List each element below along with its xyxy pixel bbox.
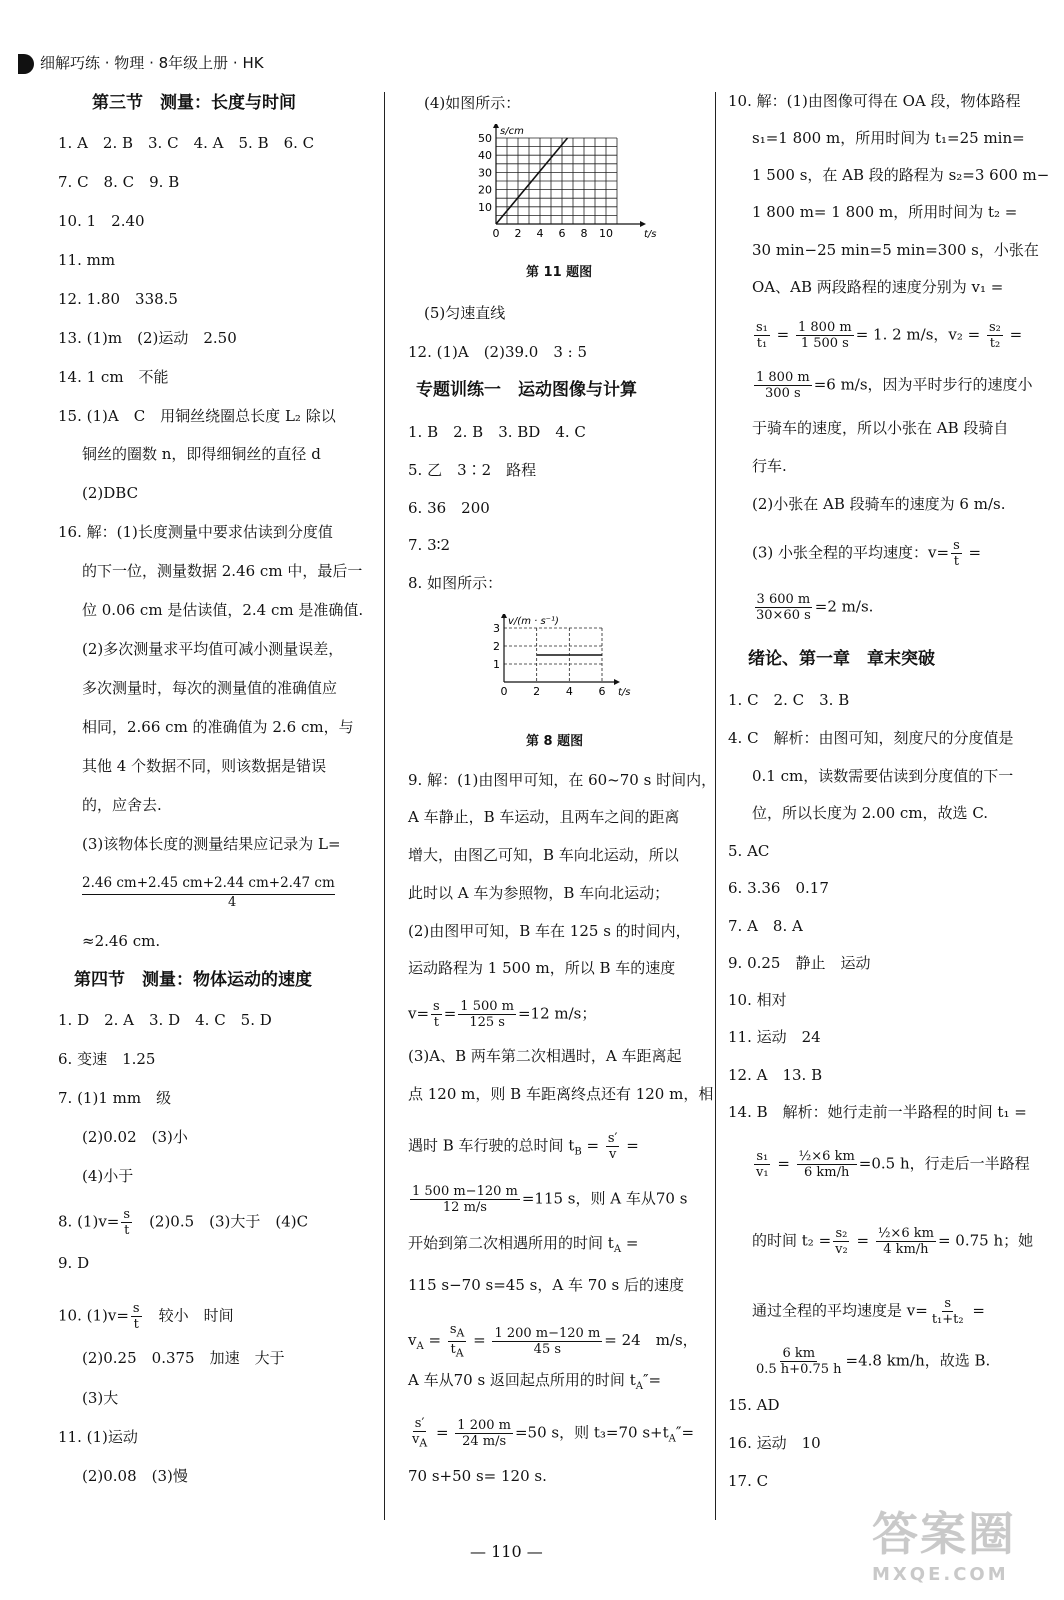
y-axis-label: v/(m · s⁻¹) <box>508 616 559 627</box>
answer-line: 8. (1)v= $\frac{s}{t}$ (2)0.5 (3)大于 (4)C <box>58 1207 309 1238</box>
answer-line: 1. D 2. A 3. D 4. C 5. D <box>58 1011 272 1029</box>
formula-fraction: $\frac{s}{t}$ <box>132 1301 140 1332</box>
answer-line: 70 s+50 s= 120 s. <box>408 1467 547 1485</box>
answer-line: 10. (1)v= $\frac{s}{t}$ 较小 时间 <box>58 1301 234 1332</box>
answer-line: 10. 1 2.40 <box>58 212 145 230</box>
answer-line: 115 s−70 s=45 s，A 车 70 s 后的速度 <box>408 1276 685 1294</box>
answer-line: ≈2.46 cm. <box>82 932 161 950</box>
answer-line: 7. 3∶2 <box>408 536 451 554</box>
x-tick-label: 6 <box>558 227 566 240</box>
answer-line: (2)小张在 AB 段骑车的速度为 6 m/s. <box>752 495 1006 513</box>
answer-line: 的，应舍去. <box>82 796 162 814</box>
answer-line: 17. C <box>728 1472 769 1490</box>
answer-line: (2)多次测量求平均值可减小测量误差， <box>82 640 344 658</box>
watermark-logo-text: 答案圈 <box>872 1507 1016 1561</box>
answer-line: 点 120 m，则 B 车距离终点还有 120 m，相 <box>408 1085 714 1103</box>
y-axis-arrow <box>501 614 507 618</box>
answer-line: (4)如图所示： <box>424 94 521 112</box>
section-title: 绪论、第一章 章末突破 <box>748 649 935 669</box>
chart-question-8 <box>486 614 636 714</box>
watermark <box>872 1498 1016 1585</box>
formula-line: $v_A$ = $\frac{s_A}{t_A}$ = $\frac{1 200 m-120 m}{45 s}$ = 24 m/s， <box>408 1322 698 1360</box>
y-tick-label: 1 <box>493 658 500 671</box>
chart-question-11 <box>478 124 668 249</box>
section-title: 专题训练一 运动图像与计算 <box>416 380 637 400</box>
answer-line: 相同，2.66 cm 的准确值为 2.6 cm，与 <box>82 718 354 736</box>
fraction-denominator: 4 <box>228 895 237 910</box>
answer-line: 6. 变速 1.25 <box>58 1050 156 1068</box>
answer-line: 4. C 解析：由图可知，刻度尺的分度值是 <box>728 729 1014 747</box>
y-axis-label: s/cm <box>500 126 524 137</box>
section-title: 第三节 测量：长度与时间 <box>92 93 296 113</box>
answer-line: 9. 0.25 静止 运动 <box>728 954 871 972</box>
answer-line: 7. (1)1 mm 级 <box>58 1089 172 1107</box>
answer-line: 16. 运动 10 <box>728 1434 821 1452</box>
y-axis-arrow <box>493 124 499 128</box>
x-tick-label: 0 <box>492 227 500 240</box>
answer-line: 6. 3.36 0.17 <box>728 879 829 897</box>
x-tick-label: 0 <box>500 685 508 698</box>
answer-line: (2)0.02 (3)小 <box>82 1128 188 1146</box>
answer-line: 9. 解：(1)由图甲可知，在 60~70 s 时间内， <box>408 771 717 789</box>
figure-caption: 第 11 题图 <box>526 265 593 280</box>
answer-line: 16. 解：(1)长度测量中要求估读到分度值 <box>58 523 333 541</box>
x-tick-label: 6 <box>598 685 606 698</box>
answer-line: 的下一位，测量数据 2.46 cm 中，最后一 <box>82 562 363 580</box>
answer-line: 12. (1)A (2)39.0 3 : 5 <box>408 343 588 361</box>
formula-line: $\frac{6 km}{0.5 h+0.75 h}$ =4.8 km/h，故选 B. <box>756 1346 991 1377</box>
answer-line: 位 0.06 cm 是估读值，2.4 cm 是准确值. <box>82 601 364 619</box>
x-axis-label: t/s <box>644 229 657 240</box>
answer-line: (5)匀速直线 <box>424 304 506 322</box>
answer-line: 其他 4 个数据不同，则该数据是错误 <box>82 757 327 775</box>
formula-line: $\frac{1 500 m-120 m}{12 m/s}$ =115 s，则 A 车从70 s <box>412 1184 688 1215</box>
x-tick-label: 8 <box>580 227 588 240</box>
x-axis-arrow <box>640 221 646 227</box>
answer-line: 5. AC <box>728 842 770 860</box>
answer-line: OA、AB 两段路程的速度分别为 v₁ = <box>752 278 1004 296</box>
formula-line: 通过全程的平均速度是 v= $\frac{s}{\text{t₁+t₂}}$ = <box>752 1296 985 1327</box>
header-text: 细解巧练 · 物理 · 8年级上册 · HK <box>40 54 264 72</box>
answer-line: (2)由图甲可知，B 车在 125 s 的时间内， <box>408 922 691 940</box>
answer-line: (2)0.08 (3)慢 <box>82 1467 188 1485</box>
answer-line: 11. (1)运动 <box>58 1428 138 1446</box>
answer-line: 12. A 13. B <box>728 1066 823 1084</box>
y-tick-label: 30 <box>478 166 492 180</box>
x-tick-label: 4 <box>565 685 573 698</box>
formula-line: (3) 小张全程的平均速度：v= $\frac{s}{t}$ = <box>752 538 982 569</box>
answer-line: 8. 如图所示： <box>408 574 503 592</box>
answer-line: 14. 1 cm 不能 <box>58 368 169 386</box>
answer-line: 11. 运动 24 <box>728 1028 821 1046</box>
answer-line: (4)小于 <box>82 1167 134 1185</box>
answer-line: 1. C 2. C 3. B <box>728 691 850 709</box>
answer-line: 10. 解：(1)由图像可得在 OA 段，物体路程 <box>728 92 1021 110</box>
answer-line: 开始到第二次相遇所用的时间 $t_A$ = <box>408 1234 639 1255</box>
bookmark-icon <box>18 54 34 74</box>
answer-line: (3)该物体长度的测量结果应记录为 L= <box>82 835 341 853</box>
y-tick-label: 2 <box>493 640 500 653</box>
answer-line: 于骑车的速度，所以小张在 AB 段骑自 <box>752 419 1009 437</box>
answer-line: 位，所以长度为 2.00 cm，故选 C. <box>752 804 989 822</box>
answer-line: (3)A、B 两车第二次相遇时，A 车距离起 <box>408 1047 682 1065</box>
answer-line: 增大，由图乙可知，B 车向北运动，所以 <box>408 846 679 864</box>
answer-line: 1 800 m= 1 800 m，所用时间为 t₂ = <box>752 203 1018 221</box>
y-tick-label: 20 <box>478 183 492 197</box>
answer-line: 1 500 s，在 AB 段的路程为 s₂=3 600 m− <box>752 166 1050 184</box>
answer-line: 5. 乙 3∶2 路程 <box>408 461 537 479</box>
x-axis-arrow <box>614 679 620 685</box>
answer-line: 12. 1.80 338.5 <box>58 290 178 308</box>
formula-line: $\frac{1 800 m}{300 s}$ =6 m/s，因为平时步行的速度小 <box>756 370 1033 401</box>
y-tick-label: 3 <box>493 622 500 635</box>
answer-line: 15. AD <box>728 1396 780 1414</box>
x-axis-label: t/s <box>618 687 631 698</box>
answer-line: A 车从70 s 返回起点所用的时间 $t_A''=$ <box>408 1371 662 1392</box>
page-number: — 110 — <box>470 1542 543 1561</box>
answer-line: 行车. <box>752 457 787 475</box>
answer-line: 此时以 A 车为参照物，B 车向北运动； <box>408 884 670 902</box>
answer-line: s₁=1 800 m，所用时间为 t₁=25 min= <box>752 129 1025 147</box>
answer-line: 10. 相对 <box>728 991 787 1009</box>
answer-line: 14. B 解析：她行走前一半路程的时间 t₁ = <box>728 1103 1027 1121</box>
column-divider <box>715 92 716 1520</box>
page-header <box>18 52 264 74</box>
y-tick-label: 40 <box>478 149 492 163</box>
section-title: 第四节 测量：物体运动的速度 <box>74 970 312 990</box>
formula-line: $\frac{\text{s₁}}{\text{v₁}}$ = $\frac{\text{½×6 km}}{6 km/h}$ =0.5 h，行走后一半路程 <box>756 1149 1030 1180</box>
x-tick-label: 10 <box>599 227 613 240</box>
formula-fraction: $\frac{s}{t}$ <box>123 1207 131 1238</box>
x-tick-label: 2 <box>533 685 541 698</box>
x-tick-label: 4 <box>536 227 544 240</box>
answer-line: 9. D <box>58 1254 90 1272</box>
answer-line: 13. (1)m (2)运动 2.50 <box>58 329 237 347</box>
answer-line: 0.1 cm，读数需要估读到分度值的下一 <box>752 767 1014 785</box>
answer-line: 6. 36 200 <box>408 499 490 517</box>
formula-line: $\frac{3 600 m}{30\times 60 s}$ =2 m/s. <box>756 592 874 623</box>
formula-line: $\frac{s'}{v_A}$ = $\frac{1 200 m}{24 m/s}$ =50 s，则 t₃=70 $s+t_A''=$ <box>412 1416 695 1450</box>
answer-line: 15. (1)A C 用铜丝绕圈总长度 L₂ 除以 <box>58 407 336 425</box>
answer-line: (2)0.25 0.375 加速 大于 <box>82 1349 285 1367</box>
answer-line: 30 min−25 min=5 min=300 s，小张在 <box>752 241 1039 259</box>
y-tick-label: 10 <box>478 200 492 214</box>
answer-line: A 车静止，B 车运动，且两车之间的距离 <box>408 808 680 826</box>
answer-line: 7. A 8. A <box>728 917 803 935</box>
answer-line: (3)大 <box>82 1389 119 1407</box>
answer-line: 1. A 2. B 3. C 4. A 5. B 6. C <box>58 134 315 152</box>
figure-caption: 第 8 题图 <box>526 734 584 749</box>
answer-line: 7. C 8. C 9. B <box>58 173 180 191</box>
answer-line: 多次测量时，每次的测量值的准确值应 <box>82 679 338 697</box>
answer-line: 11. mm <box>58 251 116 269</box>
formula-line: v= $\frac{s}{t}$ = $\frac{1 500 m}{125 s}$ =12 m/s； <box>408 999 597 1030</box>
watermark-url: MXQE.COM <box>872 1564 1009 1585</box>
answer-line: (2)DBC <box>82 484 139 502</box>
answer-line: 运动路程为 1 500 m，所以 B 车的速度 <box>408 959 676 977</box>
formula-line: 的时间 t₂ = $\frac{\text{s₂}}{\text{v₂}}$ = $\frac{\text{½×6 km}}{4 km/h}$ = 0.75 h；她 <box>752 1226 1034 1257</box>
column-divider <box>384 92 385 1520</box>
answer-line: 1. B 2. B 3. BD 4. C <box>408 423 586 441</box>
fraction-numerator: 2.46 cm+2.45 cm+2.44 cm+2.47 cm <box>82 874 335 895</box>
formula-line: $\frac{\text{s₁}}{\text{t₁}}$ = $\frac{1 800 m}{1 500 s}$ = 1. 2 m/s，v₂ = $\frac{\text{s₂}}{\text{t₂}}$ = <box>756 320 1023 351</box>
answer-line: 铜丝的圈数 n，即得细铜丝的直径 d <box>82 445 321 463</box>
y-tick-label: 50 <box>478 132 492 145</box>
formula-line: 遇时 B 车行驶的总时间 $t_B$ = $\frac{s'}{v}$ = <box>408 1131 639 1162</box>
x-tick-label: 2 <box>514 227 522 240</box>
